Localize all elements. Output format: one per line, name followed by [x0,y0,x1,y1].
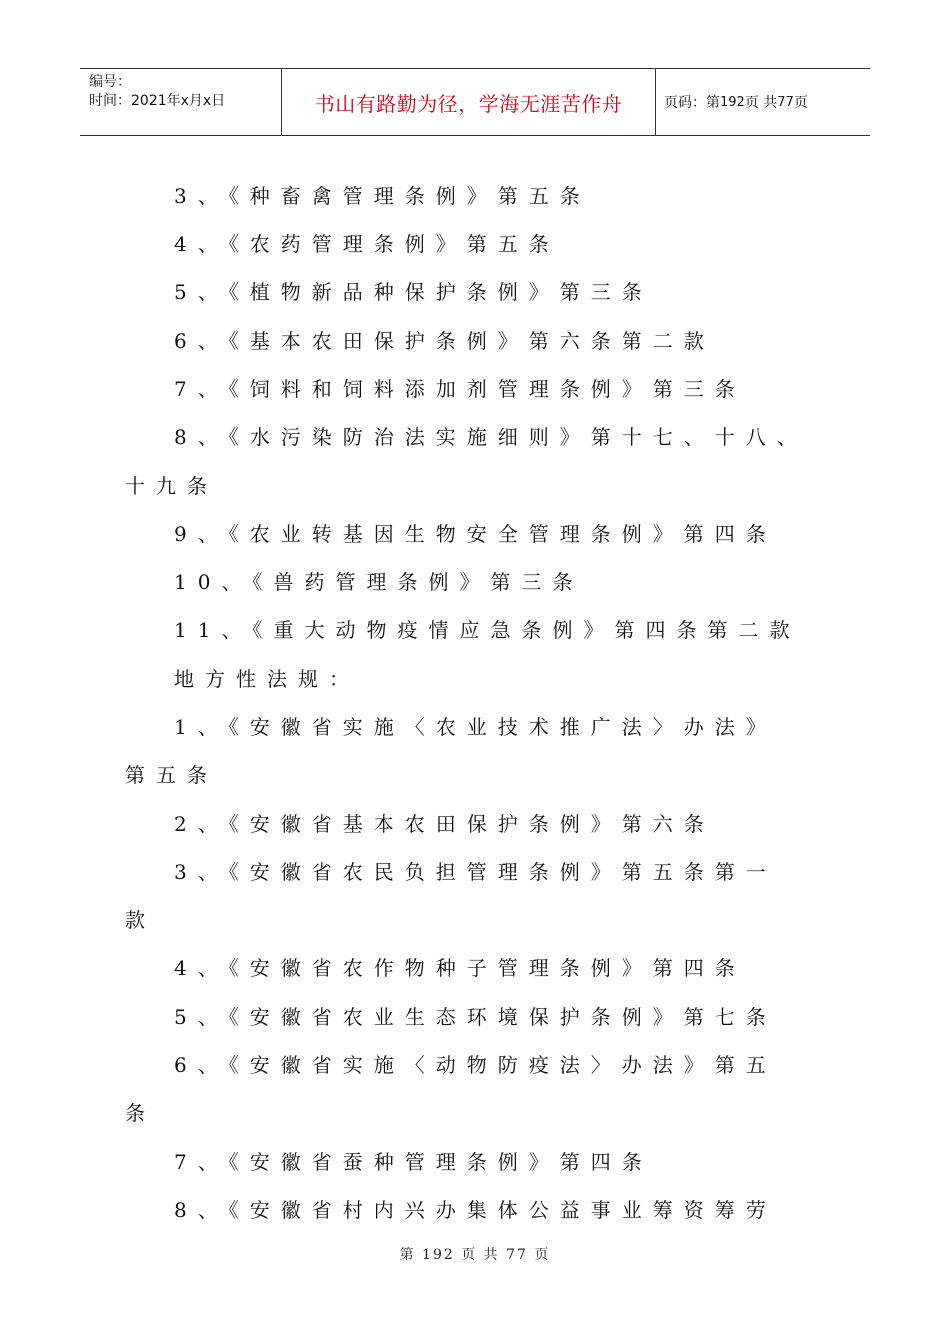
body-line: 1、《安徽省实施〈农业技术推广法〉办法》 [174,715,777,739]
body-line: 10、《兽药管理条例》第三条 [174,570,584,594]
body-line: 6、《安徽省实施〈动物防疫法〉办法》第五 [174,1053,777,1077]
body-line: 11、《重大动物疫情应急条例》第四条第二款 [174,618,801,642]
body-line: 条 [125,1101,156,1125]
header-motto: 书山有路勤为径，学海无涯苦作舟 [282,69,656,135]
page-suffix: 页 [793,95,808,111]
page-total: 77 [777,94,794,110]
body-line: 第五条 [125,763,218,787]
body-line: 3、《安徽省农民负担管理条例》第五条第一 [174,860,777,884]
body-line: 9、《农业转基因生物安全管理条例》第四条 [174,522,777,546]
body-line: 款 [125,908,156,932]
body-line: 4、《农药管理条例》第五条 [174,232,560,256]
body-line: 十九条 [125,474,218,498]
page-footer: 第 192 页 共 77 页 [399,1247,551,1263]
number-label: 编号： [89,74,131,90]
body-line: 8、《水污染防治法实施细则》第十七、十八、 [174,425,808,449]
body-line: 8、《安徽省村内兴办集体公益事业筹资筹劳 [174,1198,777,1222]
body-line: 7、《安徽省蚕种管理条例》第四条 [174,1150,653,1174]
body-line: 4、《安徽省农作物种子管理条例》第四条 [174,956,746,980]
page-mid: 页 共 [744,95,778,111]
body-line: 2、《安徽省基本农田保护条例》第六条 [174,812,715,836]
body-line: 5、《植物新品种保护条例》第三条 [174,280,653,304]
page-header [80,68,870,136]
time-label: 时间：2021年x月x日 [89,93,226,109]
body-line: 7、《饲料和饲料添加剂管理条例》第三条 [174,377,746,401]
body-line: 5、《安徽省农业生态环境保护条例》第七条 [174,1005,777,1029]
section-heading: 地方性法规： [174,667,360,691]
header-page-info [656,69,870,135]
header-meta [80,69,282,135]
page-current: 192 [720,94,745,110]
body-line: 6、《基本农田保护条例》第六条第二款 [174,329,715,353]
body-line: 3、《种畜禽管理条例》第五条 [174,184,591,208]
page-prefix: 页码：第 [664,95,720,111]
